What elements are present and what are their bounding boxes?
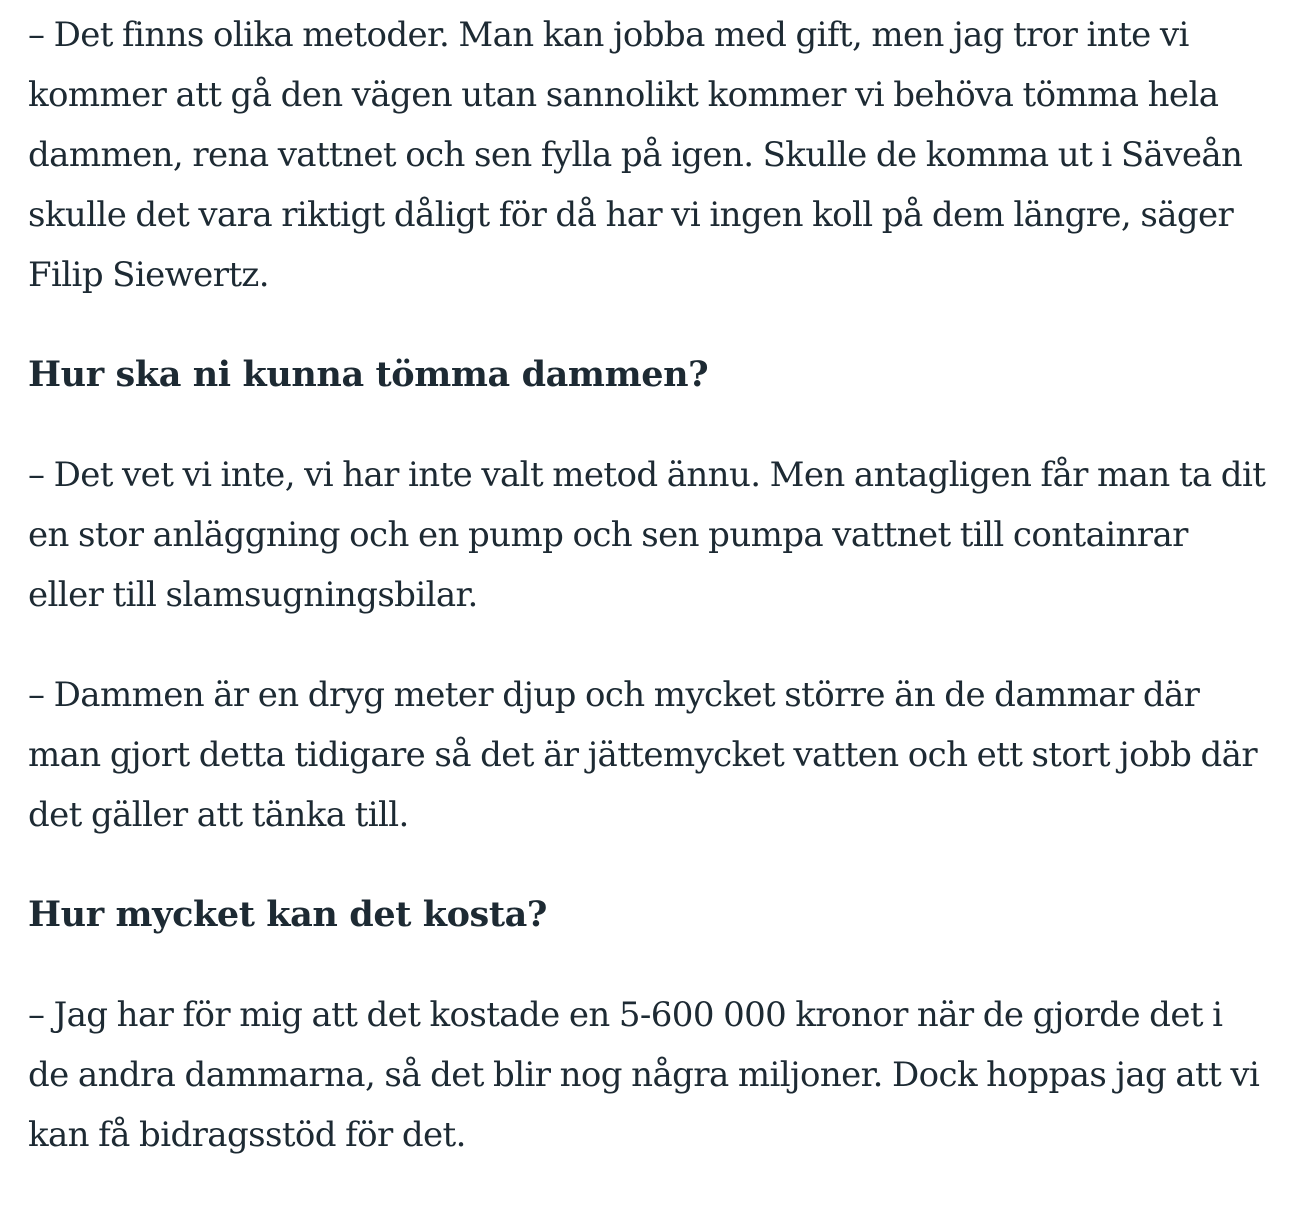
paragraph-2: – Det vet vi inte, vi har inte valt metod ännu. Men antagligen får man ta dit en stor anläggning och en pump och sen pumpa vattnet till containrar eller till slamsugningsbilar. [28, 455, 1266, 615]
question-heading-2: Hur mycket kan det kosta? [28, 894, 547, 935]
question-heading-1: Hur ska ni kunna tömma dammen? [28, 354, 709, 395]
paragraph-1: – Det finns olika metoder. Man kan jobba med gift, men jag tror inte vi kommer att gå den vägen utan sannolikt kommer vi behöva tömma hela dammen, rena vattnet och sen fylla på igen. Skulle de komma ut i Säveån skulle det vara riktigt dåligt för då har vi ingen koll på dem längre, säger Filip Siewertz. [28, 15, 1243, 295]
article-body [28, 5, 1268, 1205]
paragraph-4: – Jag har för mig att det kostade en 5-600 000 kronor när de gjorde det i de andra dammarna, så det blir nog några miljoner. Dock hoppas jag att vi kan få bidragsstöd för det. [28, 995, 1260, 1155]
paragraph-3: – Dammen är en dryg meter djup och mycket större än de dammar där man gjort detta tidigare så det är jättemycket vatten och ett stort jobb där det gäller att tänka till. [28, 675, 1258, 835]
